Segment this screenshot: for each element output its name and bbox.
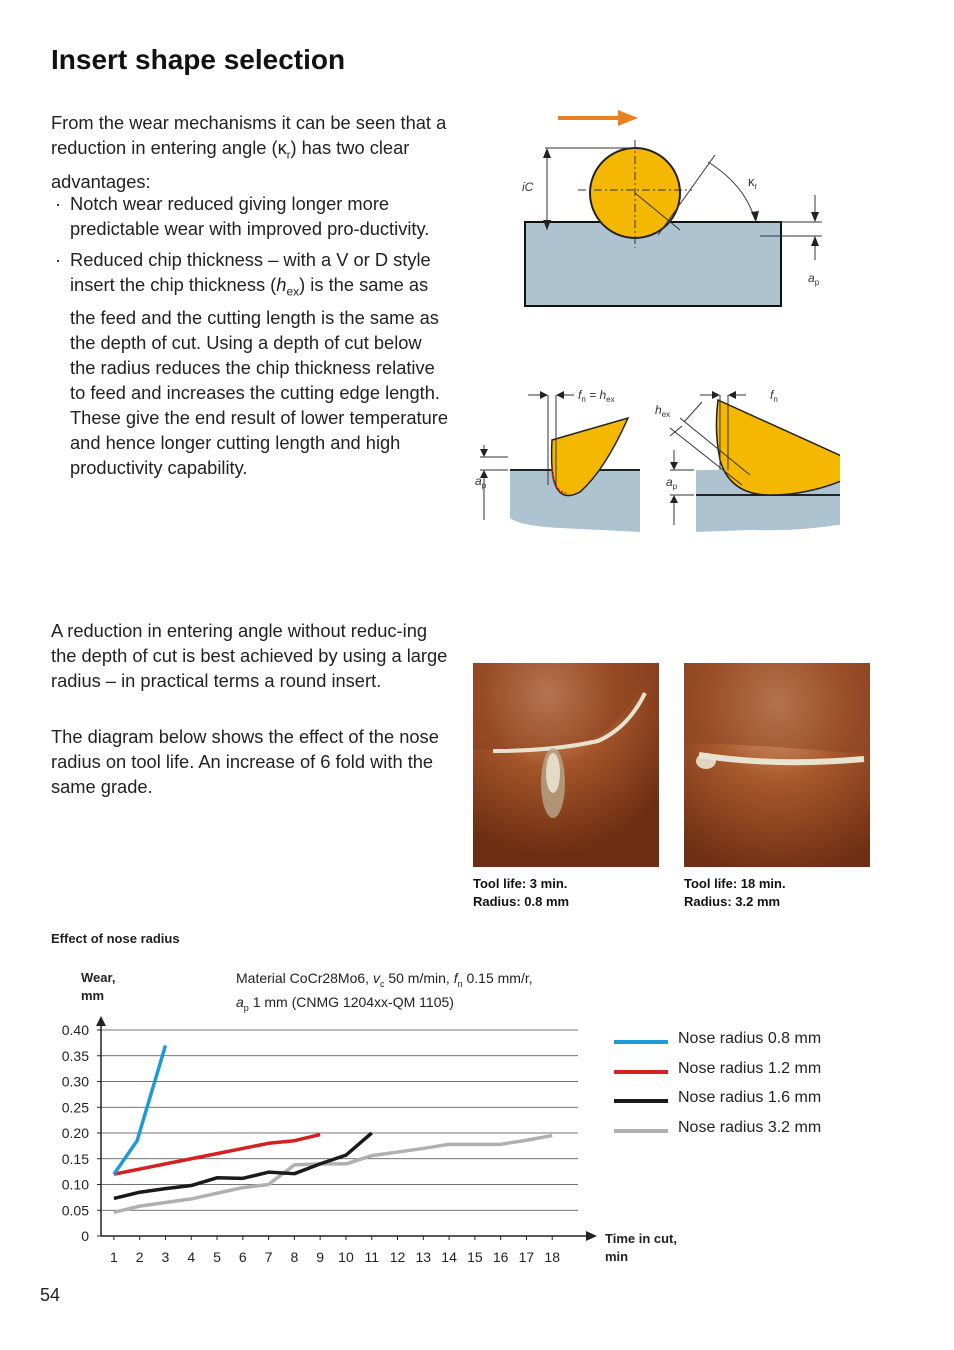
y-tick-label: 0.40 <box>61 1022 89 1038</box>
kappa-subscript: r <box>286 149 291 162</box>
x-tick-label: 2 <box>135 1249 144 1265</box>
subtitle-part: 50 m/min, <box>384 970 454 986</box>
x-tick-label: 4 <box>187 1249 196 1265</box>
x-tick-label: 11 <box>364 1249 380 1265</box>
y-tick-label: 0.35 <box>61 1047 89 1064</box>
x-tick-label: 17 <box>518 1249 535 1265</box>
intro-paragraph <box>51 110 451 194</box>
diagram-intro-paragraph: The diagram below shows the effect of the nose radius on tool life. An increase of 6 fold with the same grade. <box>51 726 439 797</box>
x-tick-label: 18 <box>544 1249 561 1265</box>
ap-label-top: $a_p$ <box>808 271 820 287</box>
x-axis-label: Time in cut, min <box>605 1231 677 1264</box>
subtitle-var: v <box>372 970 380 986</box>
intro-text-2: ) has two clear advantages: <box>51 137 410 192</box>
wear-photo-small-radius <box>473 663 659 867</box>
legend-label: Nose radius 1.2 mm <box>678 1059 822 1077</box>
bullet-notch-wear <box>51 191 451 241</box>
x-tick-label: 13 <box>415 1249 432 1265</box>
x-tick-label: 9 <box>316 1249 325 1265</box>
photo-caption-small <box>473 875 569 911</box>
bullet-dot: · <box>55 193 62 214</box>
x-tick-label: 3 <box>161 1249 170 1265</box>
subtitle-sub: n <box>457 978 463 989</box>
page-number: 54 <box>40 1285 61 1305</box>
ap-label-left: $a_p$ <box>475 474 487 490</box>
legend-swatch <box>614 1040 668 1044</box>
page-title: Insert shape selection <box>51 44 346 75</box>
bullet-dot: · <box>55 249 62 270</box>
bullet-text-pre: Reduced chip thickness – with a V or D style insert the chip thickness ( <box>70 249 431 295</box>
x-tick-label: 16 <box>492 1249 509 1265</box>
legend-swatch <box>614 1070 668 1074</box>
legend-swatch <box>614 1129 668 1133</box>
series-line-3 <box>114 1136 552 1213</box>
x-tick-label: 10 <box>338 1249 354 1265</box>
insert-geometry-diagram <box>470 100 840 540</box>
hex-label: $h_{ex}$ <box>655 403 671 419</box>
subtitle-var: a <box>236 993 244 1010</box>
ap-label-right: $a_p$ <box>666 475 678 491</box>
x-tick-label: 5 <box>213 1249 221 1265</box>
round-insert-section-icon <box>716 400 840 495</box>
x-tick-label: 8 <box>290 1249 299 1265</box>
subtitle-var: f <box>453 970 458 986</box>
x-tick-label: 7 <box>264 1249 273 1265</box>
ic-label: iC <box>522 180 534 194</box>
y-tick-label: 0.20 <box>61 1125 89 1141</box>
photo-caption-large <box>684 875 786 911</box>
chart-title: Effect of nose radius <box>51 931 180 946</box>
wear-chart <box>40 1010 610 1280</box>
y-tick-label: 0.05 <box>61 1202 89 1219</box>
caption-tool-life: Tool life: 3 min. <box>473 876 568 891</box>
legend-label: Nose radius 0.8 mm <box>678 1030 822 1047</box>
x-axis-arrow <box>586 1231 597 1241</box>
x-tick-label: 14 <box>441 1249 457 1265</box>
y-tick-label: 0.15 <box>61 1150 89 1167</box>
series-line-0 <box>114 1045 166 1174</box>
x-tick-label: 15 <box>467 1249 483 1265</box>
y-axis-label: Wear, mm <box>81 970 116 1003</box>
advantages-list <box>51 191 451 486</box>
large-radius-paragraph: A reduction in entering angle without reduc-ing the depth of cut is best achieved by using a large radius – in practical terms a round insert. <box>51 620 448 691</box>
intro-text-1: From the wear mechanisms it can be seen that a reduction in entering angle ( <box>51 112 447 158</box>
h-subscript: ex <box>286 284 300 299</box>
y-axis-arrow <box>96 1016 106 1026</box>
h-variable: h <box>276 274 287 295</box>
bullet-chip-thickness <box>51 247 451 480</box>
caption-tool-life: Tool life: 18 min. <box>684 876 786 891</box>
x-tick-label: 12 <box>389 1249 406 1265</box>
x-tick-label: 1 <box>109 1249 118 1265</box>
subtitle-part: 0.15 mm/r, <box>462 970 533 986</box>
fn-label: $f_n$ <box>770 388 778 404</box>
y-tick-label: 0.25 <box>61 1099 89 1116</box>
bullet-text-post: ) is the same as the feed and the cutting length is the same as the depth of cut. Using a depth of cut below the radius reduces the chip thickness relative to feed and increases the cutting edge length. These give the end result of lower temperature and hence longer cutting length and high productivity capability. <box>70 274 449 478</box>
subtitle-part: 1 mm (CNMG 1204xx-QM 1105) <box>248 993 454 1010</box>
caption-radius: Radius: 0.8 mm <box>473 894 570 909</box>
legend-label: Nose radius 3.2 mm <box>678 1118 822 1136</box>
legend-swatch <box>614 1099 668 1103</box>
subtitle-sub: c <box>379 978 385 989</box>
bullet-text: Notch wear reduced giving longer more predictable wear with improved pro-ductivity. <box>70 193 430 239</box>
feed-arrow-icon <box>558 110 638 126</box>
legend-label: Nose radius 1.6 mm <box>678 1089 822 1106</box>
y-tick-label: 0.10 <box>61 1176 89 1193</box>
subtitle-sub: p <box>243 1002 249 1013</box>
subtitle-part: Material CoCr28Mo6, <box>236 970 373 986</box>
y-tick-label: 0.30 <box>61 1073 89 1090</box>
kappa-label: $\kappa_r$ <box>748 174 758 191</box>
wear-photo-large-radius <box>684 663 870 867</box>
fn-hex-label: $f_n = h_{ex}$ <box>578 388 615 404</box>
kappa-symbol: κ <box>277 137 287 158</box>
y-tick-label: 0 <box>81 1228 89 1244</box>
caption-radius: Radius: 3.2 mm <box>684 894 781 909</box>
x-tick-label: 6 <box>238 1249 247 1265</box>
